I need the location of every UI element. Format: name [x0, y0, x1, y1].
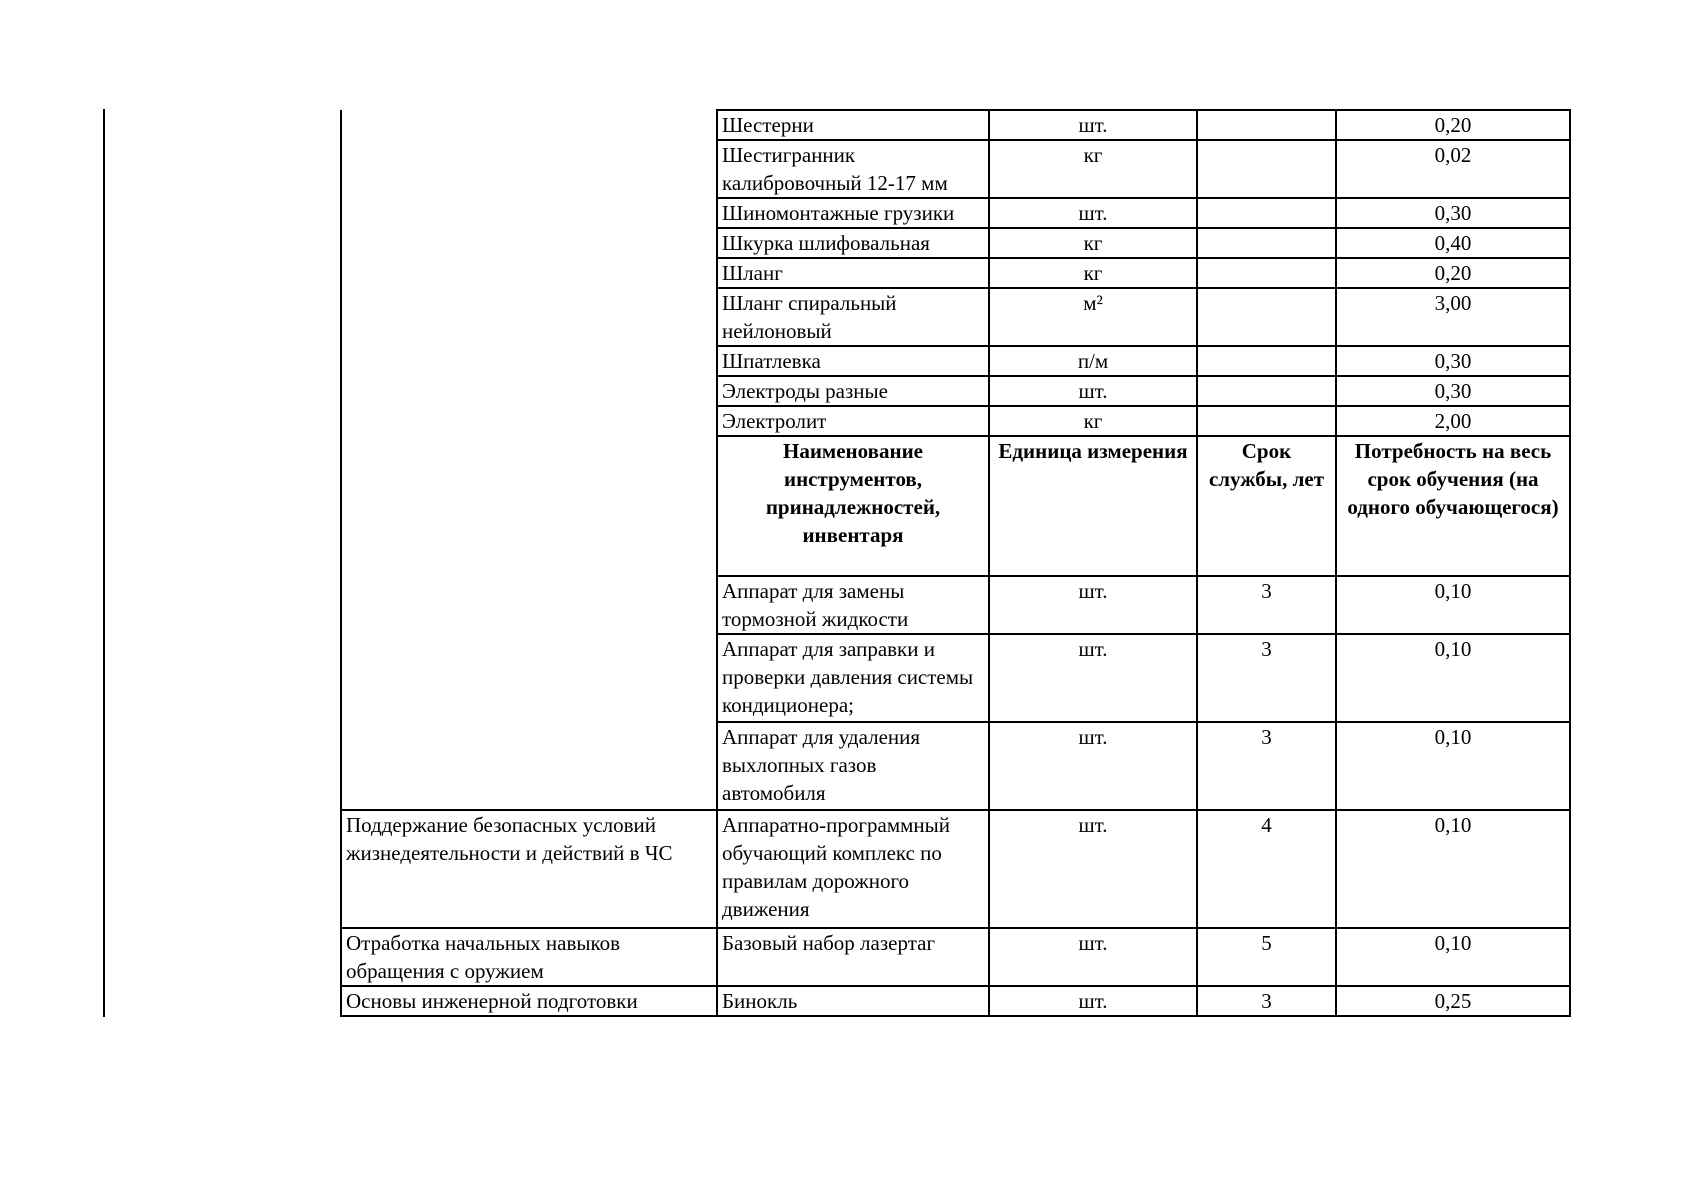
term-cell: 3 — [1197, 986, 1336, 1016]
table-row — [341, 406, 1570, 436]
category-cell — [341, 110, 717, 140]
need-cell: 0,20 — [1336, 258, 1570, 288]
category-cell — [341, 346, 717, 376]
header-term: Срок службы, лет — [1197, 436, 1336, 576]
unit-cell: шт. — [989, 722, 1197, 810]
category-cell — [341, 576, 717, 634]
term-cell — [1197, 406, 1336, 436]
need-cell: 0,02 — [1336, 140, 1570, 198]
item-name-cell: Шестигранник калибровочный 12-17 мм — [717, 140, 989, 198]
need-cell: 0,10 — [1336, 810, 1570, 928]
need-cell: 0,40 — [1336, 228, 1570, 258]
need-cell: 0,10 — [1336, 634, 1570, 722]
item-name-cell: Шпатлевка — [717, 346, 989, 376]
term-cell: 3 — [1197, 722, 1336, 810]
table-row — [341, 376, 1570, 406]
category-cell — [341, 436, 717, 576]
table-row — [341, 576, 1570, 634]
header-unit: Единица измерения — [989, 436, 1197, 576]
need-cell: 0,10 — [1336, 928, 1570, 986]
term-cell — [1197, 198, 1336, 228]
table-row — [341, 228, 1570, 258]
table-header-row — [341, 436, 1570, 576]
item-name-cell: Базовый набор лазертаг — [717, 928, 989, 986]
unit-cell: шт. — [989, 986, 1197, 1016]
need-cell: 0,30 — [1336, 376, 1570, 406]
need-cell: 0,20 — [1336, 110, 1570, 140]
table-row — [341, 986, 1570, 1016]
category-cell — [341, 634, 717, 722]
need-cell: 0,10 — [1336, 576, 1570, 634]
unit-cell: шт. — [989, 634, 1197, 722]
category-cell — [341, 228, 717, 258]
category-cell — [341, 376, 717, 406]
left-margin-line — [103, 109, 105, 1017]
table-row — [341, 928, 1570, 986]
category-cell — [341, 198, 717, 228]
unit-cell: кг — [989, 406, 1197, 436]
need-cell: 0,30 — [1336, 346, 1570, 376]
unit-cell: п/м — [989, 346, 1197, 376]
unit-cell: кг — [989, 228, 1197, 258]
term-cell — [1197, 140, 1336, 198]
category-cell — [341, 406, 717, 436]
term-cell — [1197, 288, 1336, 346]
category-cell — [341, 722, 717, 810]
unit-cell: шт. — [989, 928, 1197, 986]
item-name-cell: Электролит — [717, 406, 989, 436]
table-row — [341, 110, 1570, 140]
item-name-cell: Аппарат для удаления выхлопных газов автомобиля — [717, 722, 989, 810]
item-name-cell: Аппаратно-программный обучающий комплекс по правилам дорожного движения — [717, 810, 989, 928]
unit-cell: шт. — [989, 810, 1197, 928]
unit-cell: шт. — [989, 376, 1197, 406]
table-row — [341, 258, 1570, 288]
unit-cell: шт. — [989, 576, 1197, 634]
table-row — [341, 288, 1570, 346]
table-row — [341, 810, 1570, 928]
table-row — [341, 140, 1570, 198]
item-name-cell: Аппарат для заправки и проверки давления системы кондиционера; — [717, 634, 989, 722]
table-row — [341, 346, 1570, 376]
term-cell — [1197, 258, 1336, 288]
table-row — [341, 634, 1570, 722]
category-cell: Основы инженерной подготовки — [341, 986, 717, 1016]
term-cell — [1197, 346, 1336, 376]
equipment-table — [340, 109, 1571, 1017]
unit-cell: шт. — [989, 198, 1197, 228]
item-name-cell: Шиномонтажные грузики — [717, 198, 989, 228]
need-cell: 3,00 — [1336, 288, 1570, 346]
category-cell — [341, 140, 717, 198]
term-cell: 3 — [1197, 576, 1336, 634]
unit-cell: кг — [989, 140, 1197, 198]
item-name-cell: Шкурка шлифовальная — [717, 228, 989, 258]
need-cell: 0,30 — [1336, 198, 1570, 228]
unit-cell: м² — [989, 288, 1197, 346]
need-cell: 0,10 — [1336, 722, 1570, 810]
category-cell — [341, 288, 717, 346]
item-name-cell: Электроды разные — [717, 376, 989, 406]
header-need: Потребность на весь срок обучения (на одного обучающегося) — [1336, 436, 1570, 576]
item-name-cell: Шланг спиральный нейлоновый — [717, 288, 989, 346]
item-name-cell: Бинокль — [717, 986, 989, 1016]
category-cell: Поддержание безопасных условий жизнедеятельности и действий в ЧС — [341, 810, 717, 928]
need-cell: 2,00 — [1336, 406, 1570, 436]
header-name: Наименование инструментов, принадлежностей, инвентаря — [717, 436, 989, 576]
term-cell — [1197, 376, 1336, 406]
unit-cell: шт. — [989, 110, 1197, 140]
unit-cell: кг — [989, 258, 1197, 288]
term-cell — [1197, 110, 1336, 140]
table-row — [341, 198, 1570, 228]
item-name-cell: Шестерни — [717, 110, 989, 140]
term-cell: 4 — [1197, 810, 1336, 928]
category-cell — [341, 258, 717, 288]
term-cell: 3 — [1197, 634, 1336, 722]
term-cell — [1197, 228, 1336, 258]
term-cell: 5 — [1197, 928, 1336, 986]
item-name-cell: Аппарат для замены тормозной жидкости — [717, 576, 989, 634]
need-cell: 0,25 — [1336, 986, 1570, 1016]
table-row — [341, 722, 1570, 810]
category-cell: Отработка начальных навыков обращения с оружием — [341, 928, 717, 986]
item-name-cell: Шланг — [717, 258, 989, 288]
